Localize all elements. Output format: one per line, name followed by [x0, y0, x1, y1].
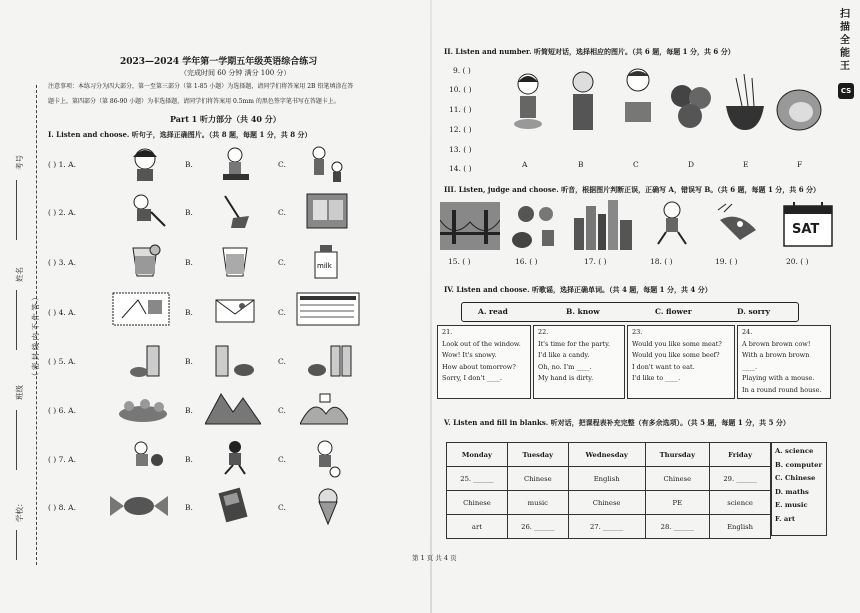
- chant-22-line-4: My hand is dirty.: [538, 374, 594, 382]
- chant-21-line-2: Wow! It's snowy.: [442, 351, 497, 359]
- halloween-picture: [508, 200, 562, 250]
- chant-23-line-1: Would you like some meat?: [632, 339, 722, 348]
- q4-option-c: C.: [278, 308, 286, 317]
- window-picture: [305, 192, 349, 230]
- q2-option-c: C.: [278, 208, 286, 217]
- girl-eating-picture: [510, 70, 546, 136]
- cell-r2-tuesday: music: [507, 491, 568, 515]
- choice-computer: B. computer: [775, 460, 823, 469]
- grandma-picture: [565, 68, 601, 136]
- q19-blank: 19. ( ): [715, 257, 738, 266]
- chant-23-line-2: Would you like some beef?: [632, 351, 720, 359]
- exam-subtitle: （完成时间 60 分钟 满分 100 分）: [180, 69, 291, 77]
- q3-option-c: C.: [278, 258, 286, 267]
- jumping-boy-picture: [652, 200, 692, 250]
- broom-picture: [215, 192, 255, 230]
- q7-option-c: C.: [278, 455, 286, 464]
- label-f: F: [797, 160, 803, 169]
- noodles-picture: [722, 70, 768, 136]
- q6-option-c: C.: [278, 406, 286, 415]
- calendar-sat-text: SAT: [792, 222, 820, 237]
- label-d: D: [688, 160, 695, 169]
- header-thursday: Thursday: [645, 443, 710, 467]
- chant-24-number: 24.: [742, 328, 753, 336]
- q7-option-b: B.: [185, 455, 193, 464]
- header-monday: Monday: [447, 443, 508, 467]
- boy-sitting-picture: [215, 145, 255, 183]
- candy-picture: [108, 492, 170, 520]
- exam-id-line: [16, 180, 18, 240]
- label-b: B: [578, 160, 584, 169]
- q14-blank: 14. ( ): [449, 164, 472, 173]
- option-know: B. know: [566, 307, 600, 316]
- svg-text:milk: milk: [317, 262, 332, 270]
- chant-21-box: [437, 325, 531, 399]
- q8-option-c: C.: [278, 503, 286, 512]
- cell-r1-thursday: Chinese: [645, 467, 710, 491]
- carrot-dancing-picture: [710, 200, 764, 250]
- section2-heading: II. Listen and number. 听简短对话，选择相应的图片。（共 6 题，每题 1 分，共 6 分）: [444, 47, 735, 56]
- scanner-name: 扫描全能王: [840, 9, 850, 72]
- exam-title: 2023—2024 学年第一学期五年级英语综合练习: [120, 57, 318, 67]
- school-label: 学校：: [15, 499, 24, 522]
- email-form-picture: [296, 292, 360, 326]
- cup-picture: [215, 242, 255, 280]
- section5-heading: V. Listen and fill in blanks. 听对话，把课程表补充完整（有多余选项）。（共 5 题，每题 1 分，共 5 分）: [444, 418, 790, 427]
- exam-note-1: 注意事项：本练习分为四大部分，第一至第三部分（第 1-85 小题）为选择题，请同学们将答案用 2B 铅笔填涂在答: [48, 83, 354, 90]
- chant-24-line-3: Playing with a mouse.: [742, 374, 815, 382]
- mother-child-picture: [305, 145, 349, 185]
- chant-22-line-1: It's time for the party.: [538, 339, 610, 348]
- option-read: A. read: [478, 307, 508, 316]
- letter-envelope-picture: [212, 292, 258, 326]
- label-c: C: [633, 160, 639, 169]
- q13-blank: 13. ( ): [449, 145, 472, 154]
- q1-label: ( ) 1. A.: [48, 160, 76, 169]
- chant-24-line-1: A brown brown cow!: [742, 339, 811, 348]
- hills-house-picture: [300, 390, 348, 426]
- choice-music: E. music: [775, 501, 808, 509]
- chant-21-line-4: Sorry, I don't ____.: [442, 374, 502, 382]
- q5-option-b: B.: [185, 357, 193, 366]
- q15-blank: 15. ( ): [448, 257, 471, 266]
- chant-23-box: [627, 325, 735, 399]
- header-friday: Friday: [710, 443, 771, 467]
- chant-22-line-3: Oh, no. I'm ____.: [538, 362, 592, 371]
- chant-23-number: 23.: [632, 328, 643, 336]
- q9-blank: 9. ( ): [453, 66, 471, 75]
- part1-title: Part 1 听力部分（共 40 分）: [170, 114, 281, 124]
- chant-21-line-1: Look out of the window.: [442, 339, 521, 348]
- q1-option-b: B.: [185, 160, 193, 169]
- q6-label: ( ) 6. A.: [48, 406, 76, 415]
- bread-picture: [775, 74, 823, 136]
- chant-23-line-4: I'd like to ____.: [632, 374, 681, 382]
- name-line: [16, 290, 18, 350]
- mountains-picture: [205, 388, 261, 426]
- chant-22-line-2: I'd like a candy.: [538, 351, 590, 359]
- name-label: 姓名: [15, 267, 24, 282]
- page-number: 第 1 页 共 4 页: [412, 554, 457, 562]
- chocolate-picture: [214, 486, 254, 526]
- timetable: [446, 442, 771, 539]
- exam-note-2: 题卡上，第四部分（第 86-90 小题）为非选择题，请同学们将答案用 0.5mm 的黑色签字笔书写在答题卡上。: [48, 98, 340, 105]
- boy-football-picture: [305, 440, 347, 478]
- q11-blank: 11. ( ): [449, 105, 472, 114]
- chant-24-line-4: In a round round house.: [742, 385, 822, 394]
- cell-r2-friday: science: [710, 491, 771, 515]
- section3-heading: III. Listen, judge and choose. 听音，根据图片判断正误，正确写 A，错误写 B。（共 6 题，每题 1 分，共 6 分）: [444, 185, 821, 194]
- header-wednesday: Wednesday: [568, 443, 645, 467]
- q3-label: ( ) 3. A.: [48, 258, 76, 267]
- q18-blank: 18. ( ): [650, 257, 673, 266]
- q3-option-b: B.: [185, 258, 193, 267]
- chant-23-line-3: I don't want to eat.: [632, 362, 695, 371]
- class-label: 班级: [15, 385, 24, 400]
- choice-science: A. science: [775, 447, 814, 455]
- milk-bottle-picture: [305, 242, 345, 280]
- apples-picture: [668, 76, 714, 132]
- timetable-row: [447, 491, 771, 515]
- chant-22-box: [533, 325, 625, 399]
- label-e: E: [743, 160, 749, 169]
- chant-21-number: 21.: [442, 328, 453, 336]
- girl-cleaning-picture: [125, 192, 169, 230]
- cell-r1-monday: 25. ______: [447, 467, 508, 491]
- boy-basketball-picture: [125, 440, 167, 478]
- cell-r1-friday: 29. ______: [710, 467, 771, 491]
- chant-22-number: 22.: [538, 328, 549, 336]
- cell-r3-friday: English: [710, 515, 771, 539]
- q8-label: ( ) 8. A.: [48, 503, 76, 512]
- q6-option-b: B.: [185, 406, 193, 415]
- timetable-row: [447, 515, 771, 539]
- ice-cream-picture: [308, 486, 348, 526]
- choice-chinese: C. Chinese: [775, 474, 816, 482]
- q16-blank: 16. ( ): [515, 257, 538, 266]
- q8-option-b: B.: [185, 503, 193, 512]
- bottle-mouse-picture: [125, 342, 171, 380]
- option-sorry: D. sorry: [737, 307, 770, 316]
- cell-r2-monday: Chinese: [447, 491, 508, 515]
- cell-r3-monday: art: [447, 515, 508, 539]
- timetable-row: [447, 467, 771, 491]
- page-fold: [430, 0, 432, 613]
- boy-reading-picture: [617, 66, 659, 136]
- chant-21-line-3: How about tomorrow?: [442, 362, 516, 371]
- school-line: [16, 530, 18, 560]
- q4-option-b: B.: [185, 308, 193, 317]
- cell-r3-thursday: 28. ______: [645, 515, 710, 539]
- q2-option-b: B.: [185, 208, 193, 217]
- choice-maths: D. maths: [775, 487, 809, 496]
- choices-box: [771, 442, 827, 536]
- cell-r3-wednesday: 27. ______: [568, 515, 645, 539]
- cell-r1-tuesday: Chinese: [507, 467, 568, 491]
- q12-blank: 12. ( ): [449, 125, 472, 134]
- cell-r2-thursday: PE: [645, 491, 710, 515]
- timetable-header-row: [447, 443, 771, 467]
- city-picture: [572, 200, 634, 250]
- cell-r1-wednesday: English: [568, 467, 645, 491]
- girl-hair-picture: [125, 145, 165, 183]
- q5-label: ( ) 5. A.: [48, 357, 76, 366]
- header-tuesday: Tuesday: [507, 443, 568, 467]
- section1-heading: I. Listen and choose. 听句子，选择正确图片。（共 8 题，每题 1 分，共 8 分）: [48, 130, 312, 139]
- chant-24-box: [737, 325, 831, 399]
- exam-id-label: 考号: [15, 155, 24, 170]
- scanner-watermark: [834, 0, 860, 110]
- q20-blank: 20. ( ): [786, 257, 809, 266]
- q4-label: ( ) 4. A.: [48, 308, 76, 317]
- q1-option-c: C.: [278, 160, 286, 169]
- q7-label: ( ) 7. A.: [48, 455, 76, 464]
- class-line: [16, 410, 18, 470]
- bottles-mouse-picture: [305, 342, 353, 380]
- choice-art: F. art: [775, 514, 795, 523]
- q2-label: ( ) 2. A.: [48, 208, 76, 217]
- chant-24-line-2: With a brown brown ____.: [742, 351, 810, 371]
- juice-glass-picture: [125, 242, 165, 280]
- kungfu-boy-picture: [215, 440, 257, 478]
- label-a: A: [522, 160, 528, 169]
- cell-r2-wednesday: Chinese: [568, 491, 645, 515]
- scanner-logo-icon: CS: [838, 83, 854, 99]
- option-flower: C. flower: [655, 307, 692, 316]
- drawing-picture: [112, 292, 170, 326]
- section4-heading: IV. Listen and choose. 听歌谣，选择正确单词。（共 4 题，每题 1 分，共 4 分）: [444, 285, 712, 294]
- q17-blank: 17. ( ): [584, 257, 607, 266]
- turtles-picture: [115, 392, 171, 426]
- seal-note: （ 密 封 线 内 不 作 答 ）: [31, 293, 40, 380]
- q10-blank: 10. ( ): [449, 85, 472, 94]
- cell-r3-tuesday: 26. ______: [507, 515, 568, 539]
- bridge-picture: [440, 202, 500, 250]
- q5-option-c: C.: [278, 357, 286, 366]
- bottle-cat-picture: [212, 342, 258, 380]
